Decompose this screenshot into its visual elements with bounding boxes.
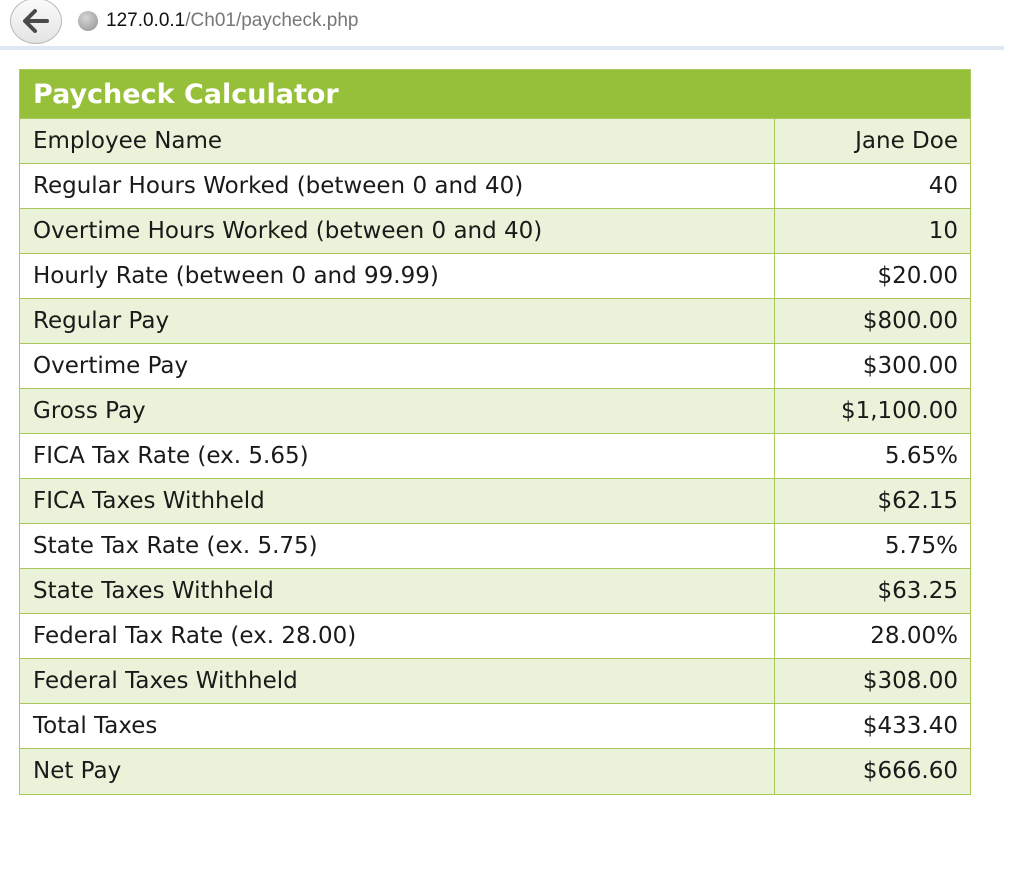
row-label: Gross Pay — [20, 389, 774, 434]
table-row — [20, 299, 970, 344]
row-value: $63.25 — [774, 569, 970, 614]
row-value: $62.15 — [774, 479, 970, 524]
url-host: 127.0.0.1 — [106, 10, 186, 31]
row-value: $308.00 — [774, 659, 970, 704]
table-row — [20, 389, 970, 434]
table-row — [20, 614, 970, 659]
row-label: State Tax Rate (ex. 5.75) — [20, 524, 774, 569]
table-row — [20, 344, 970, 389]
table-row — [20, 524, 970, 569]
row-label: Total Taxes — [20, 704, 774, 749]
table-row — [20, 704, 970, 749]
row-value: Jane Doe — [774, 119, 970, 164]
url-field[interactable] — [106, 10, 358, 32]
row-label: Regular Pay — [20, 299, 774, 344]
row-value: $666.60 — [774, 749, 970, 794]
row-value: 10 — [774, 209, 970, 254]
row-label: Net Pay — [20, 749, 774, 794]
row-value: 5.75% — [774, 524, 970, 569]
page-icon — [78, 11, 98, 31]
row-label: Federal Taxes Withheld — [20, 659, 774, 704]
row-label: Employee Name — [20, 119, 774, 164]
table-row — [20, 254, 970, 299]
row-value: $433.40 — [774, 704, 970, 749]
calculator-title: Paycheck Calculator — [20, 70, 970, 118]
row-label: State Taxes Withheld — [20, 569, 774, 614]
table-row — [20, 479, 970, 524]
table-row — [20, 749, 970, 794]
paycheck-calculator — [19, 69, 971, 795]
table-row — [20, 119, 970, 164]
row-value: $300.00 — [774, 344, 970, 389]
table-row — [20, 434, 970, 479]
paycheck-table — [20, 118, 970, 794]
table-row — [20, 569, 970, 614]
row-label: FICA Taxes Withheld — [20, 479, 774, 524]
row-value: 40 — [774, 164, 970, 209]
back-button[interactable] — [10, 0, 62, 44]
back-arrow-icon — [23, 9, 49, 33]
row-label: Overtime Hours Worked (between 0 and 40) — [20, 209, 774, 254]
row-label: Federal Tax Rate (ex. 28.00) — [20, 614, 774, 659]
table-row — [20, 209, 970, 254]
row-value: $20.00 — [774, 254, 970, 299]
row-value: 28.00% — [774, 614, 970, 659]
table-row — [20, 164, 970, 209]
row-label: Overtime Pay — [20, 344, 774, 389]
row-value: $1,100.00 — [774, 389, 970, 434]
row-label: Hourly Rate (between 0 and 99.99) — [20, 254, 774, 299]
row-value: $800.00 — [774, 299, 970, 344]
row-value: 5.65% — [774, 434, 970, 479]
browser-address-bar — [0, 0, 1004, 50]
row-label: FICA Tax Rate (ex. 5.65) — [20, 434, 774, 479]
url-path: /Ch01/paycheck.php — [185, 10, 359, 31]
table-row — [20, 659, 970, 704]
row-label: Regular Hours Worked (between 0 and 40) — [20, 164, 774, 209]
